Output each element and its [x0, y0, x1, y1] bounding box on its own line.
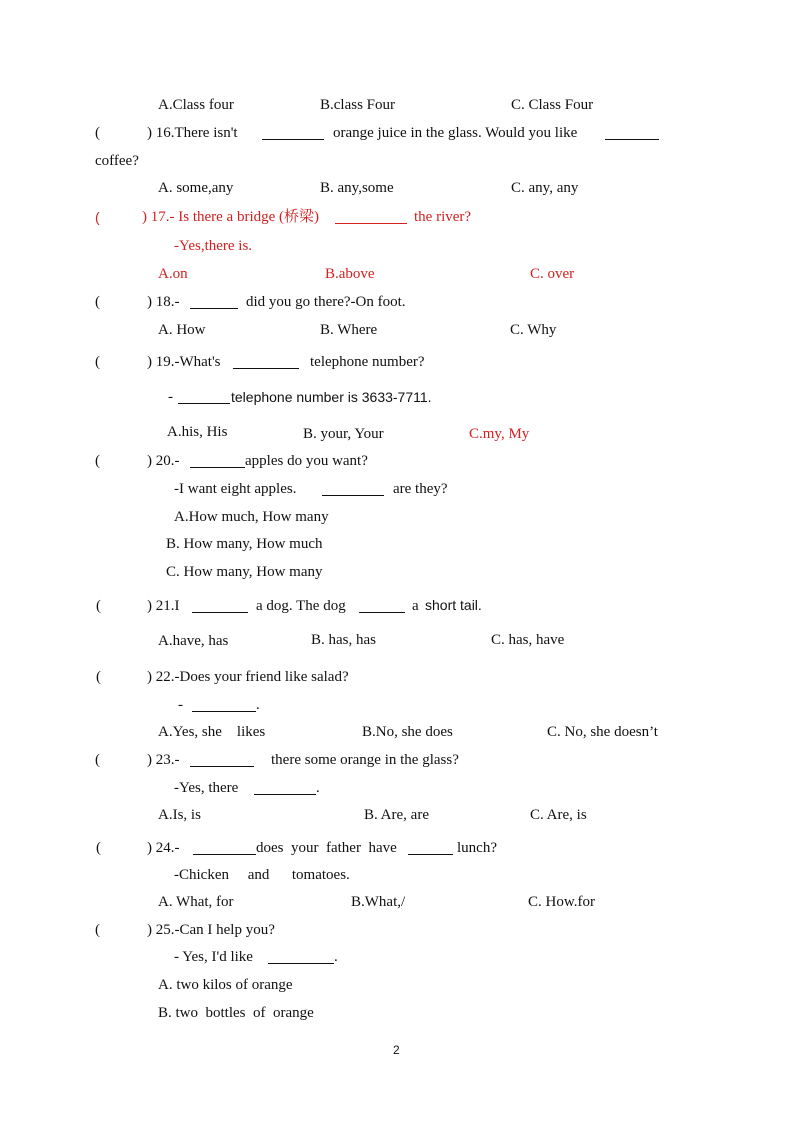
- q16-blank-2: [605, 139, 659, 140]
- q21-stem: ) 21.I: [147, 598, 180, 614]
- q20-option-b: B. How many, How much: [166, 536, 323, 552]
- q16-open-paren: (: [95, 125, 100, 141]
- q23-option-a: A.Is, is: [158, 807, 201, 823]
- q17-option-b: B.above: [325, 266, 375, 282]
- q18-option-c: C. Why: [510, 322, 557, 338]
- q17-option-c: C. over: [530, 266, 575, 282]
- q15-option-b: B.class Four: [320, 97, 395, 113]
- q17-stem: ) 17.- Is there a bridge (桥梁): [142, 209, 320, 225]
- q25-answer: - Yes, I'd like: [174, 949, 253, 965]
- q15-option-a: A.Class four: [158, 97, 234, 113]
- q25-option-b: B. two bottles of orange: [158, 1005, 314, 1021]
- q25-answer-period: .: [334, 949, 338, 965]
- q21-stem-a: a: [412, 598, 419, 614]
- q23-option-b: B. Are, are: [364, 807, 429, 823]
- q25-open-paren: (: [95, 922, 100, 938]
- q23-stem: ) 23.-: [147, 752, 180, 768]
- q19-answer-blank: [178, 403, 230, 404]
- q20-stem: ) 20.-: [147, 453, 180, 469]
- q24-option-b: B.What,/: [351, 894, 406, 910]
- q24-stem-mid: does your father have: [256, 840, 397, 856]
- q19-answer-dash: -: [168, 389, 173, 405]
- q16-stem-mid: orange juice in the glass. Would you like: [333, 125, 578, 141]
- q17-stem-end: the river?: [414, 209, 472, 225]
- q23-open-paren: (: [95, 752, 100, 768]
- q24-answer: -Chicken and tomatoes.: [174, 867, 350, 883]
- q16-option-c: C. any, any: [511, 180, 579, 196]
- q18-open-paren: (: [95, 294, 100, 310]
- q23-stem-end: there some orange in the glass?: [271, 752, 459, 768]
- q22-open-paren: (: [96, 669, 101, 685]
- q18-blank: [190, 308, 238, 309]
- q23-answer: -Yes, there: [174, 780, 239, 796]
- q17-open-paren: (: [95, 209, 100, 225]
- q15-option-c: C. Class Four: [511, 97, 594, 113]
- q17-option-a: A.on: [158, 266, 188, 282]
- q21-option-c: C. has, have: [491, 632, 565, 648]
- q18-stem-end: did you go there?-On foot.: [246, 294, 406, 310]
- q16-stem: ) 16.There isn't: [147, 125, 238, 141]
- q17-blank: [335, 223, 407, 224]
- q22-option-b: B.No, she does: [362, 724, 453, 740]
- q21-option-a: A.have, has: [158, 633, 229, 649]
- q24-blank-1: [193, 854, 256, 855]
- q24-blank-2: [408, 854, 453, 855]
- q18-option-a: A. How: [158, 322, 206, 338]
- q20-answer: -I want eight apples.: [174, 481, 297, 497]
- q20-blank: [190, 467, 245, 468]
- q21-stem-mid: a dog. The dog: [256, 598, 346, 614]
- q22-answer-blank: [192, 711, 256, 712]
- q20-answer-end: are they?: [393, 481, 448, 497]
- q24-stem: ) 24.-: [147, 840, 180, 856]
- q20-open-paren: (: [95, 453, 100, 469]
- q25-option-a: A. two kilos of orange: [158, 977, 293, 993]
- q20-option-c: C. How many, How many: [166, 564, 323, 580]
- q16-option-b: B. any,some: [320, 180, 394, 196]
- q22-answer-dash: -: [178, 697, 183, 713]
- q19-answer-rest: telephone number is 3633-7711.: [231, 389, 432, 405]
- q20-answer-blank: [322, 495, 384, 496]
- q21-option-b: B. has, has: [311, 632, 376, 648]
- q19-option-c: C.my, My: [469, 426, 530, 442]
- q16-option-a: A. some,any: [158, 180, 234, 196]
- q17-answer: -Yes,there is.: [174, 238, 253, 254]
- q19-stem-end: telephone number?: [310, 354, 425, 370]
- q23-blank: [190, 766, 254, 767]
- q21-blank-2: [359, 612, 405, 613]
- q22-option-c: C. No, she doesn’t: [547, 724, 658, 740]
- q19-stem: ) 19.-What's: [147, 354, 221, 370]
- q19-option-b: B. your, Your: [303, 426, 384, 442]
- q22-option-a: A.Yes, she likes: [158, 724, 266, 740]
- q25-stem: ) 25.-Can I help you?: [147, 922, 275, 938]
- q21-stem-end: short tail.: [425, 597, 482, 613]
- q23-answer-period: .: [316, 780, 320, 796]
- q24-open-paren: (: [96, 840, 101, 856]
- q22-stem: ) 22.-Does your friend like salad?: [147, 669, 349, 685]
- q21-open-paren: (: [96, 598, 101, 614]
- page-number: 2: [393, 1043, 400, 1057]
- q22-answer-period: .: [256, 697, 260, 713]
- q19-blank: [233, 368, 299, 369]
- q16-blank-1: [262, 139, 324, 140]
- q21-blank-1: [192, 612, 248, 613]
- q25-answer-blank: [268, 963, 334, 964]
- q24-option-a: A. What, for: [158, 894, 234, 910]
- q20-option-a: A.How much, How many: [174, 509, 329, 525]
- q18-stem: ) 18.-: [147, 294, 180, 310]
- q19-option-a: A.his, His: [167, 424, 228, 440]
- q23-option-c: C. Are, is: [530, 807, 587, 823]
- q24-option-c: C. How.for: [528, 894, 595, 910]
- q23-answer-blank: [254, 794, 316, 795]
- q20-stem-end: apples do you want?: [245, 453, 368, 469]
- q19-open-paren: (: [95, 354, 100, 370]
- q16-stem-cont: coffee?: [95, 153, 139, 169]
- q18-option-b: B. Where: [320, 322, 378, 338]
- q24-stem-end: lunch?: [457, 840, 497, 856]
